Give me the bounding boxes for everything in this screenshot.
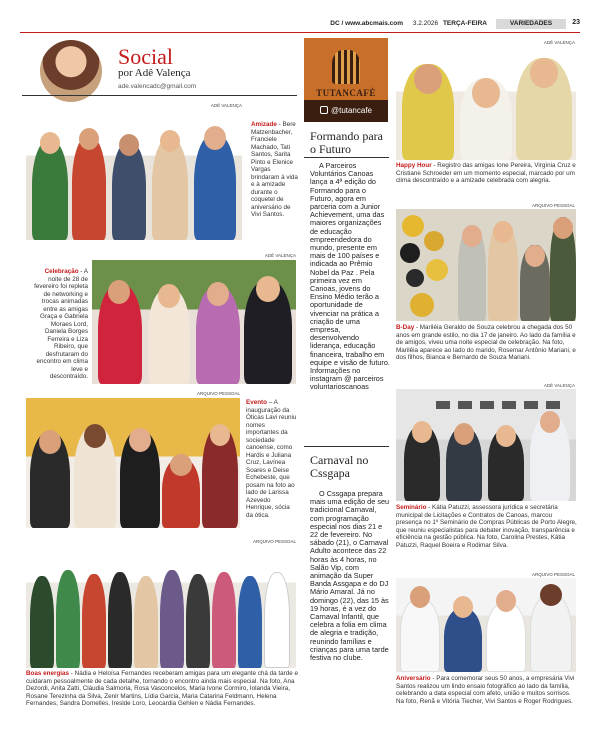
caption-celebracao bbox=[34, 268, 88, 381]
caption-headline: Celebração bbox=[44, 268, 79, 275]
photo-b-day bbox=[396, 209, 576, 321]
caption-headline: Aniversário bbox=[396, 675, 431, 682]
caption-boas-energias bbox=[26, 670, 298, 708]
caption-text: - Bere Matzenbacher, Franciele Machado, Tati Santos, Sarita Pinto e Elenice Vargas brindaram à vida e à amizade durante o coquetel de aniversário de Vivi Santos. bbox=[251, 121, 298, 218]
column-email: ade.valencadc@gmail.com bbox=[118, 83, 197, 90]
caption-headline: Happy Hour bbox=[396, 162, 432, 169]
photo-celebracao bbox=[92, 260, 296, 384]
header-site-date bbox=[330, 20, 487, 27]
caption-text: - Para comemorar seus 50 anos, a empresária Vivi Santos realizou um lindo ensaio fotográfico ao lado da família, celebrando a data especial com afeto, união e muitos sorrisos. Na foto, Renã e Vitória Tiecher, Vivi Santos e Roger Rodrigues. bbox=[396, 675, 575, 705]
header-weekday: TERÇA-FEIRA bbox=[442, 20, 487, 27]
photo-credit: ARQUIVO PESSOAL bbox=[531, 203, 575, 208]
caption-evento bbox=[246, 399, 298, 519]
caption-seminario bbox=[396, 504, 578, 549]
caption-headline: B-Day bbox=[396, 324, 415, 331]
caption-b-day bbox=[396, 324, 578, 362]
instagram-handle bbox=[304, 100, 388, 122]
photo-credit: ADÊ VALENÇA bbox=[264, 253, 296, 258]
caption-text: – A inauguração da Óticas Lavi reuniu nomes importantes da sociedade canoense, como Hardis e Juliana Cruz, Lavínea Soares e Deise Echebeste, que posam na foto ao lado de Larissa Azevedo Henrique, sócia da ótica. bbox=[246, 399, 297, 519]
photo-evento bbox=[26, 398, 240, 528]
caption-headline: Amizade bbox=[251, 121, 277, 128]
photo-boas-energias bbox=[26, 546, 296, 668]
instagram-text: @tutancafe bbox=[330, 106, 373, 115]
section-badge: VARIEDADES bbox=[496, 19, 566, 29]
header-rule bbox=[20, 32, 580, 33]
column-title: Social bbox=[118, 44, 173, 69]
column-head-rule bbox=[22, 95, 297, 96]
article-body-formando: A Parceiros Voluntários Canoas lança a 4ª edição do Formando para o Futuro, agora em parceria com a Junior Achievement, uma das maiores organizações de educação empreendedora do mundo, presente em mais de 100 países e indicada ao Prêmio Nobel da Paz . Pela primeira vez em Canoas, jovens do Ensino Médio terão a oportunidade de vivenciar na prática a criação de uma empresa, desenvolvendo liderança, educação financeira, trabalho em equipe e visão de futuro. Informações no instagram @ parceiros voluntarioscanoas bbox=[310, 161, 390, 392]
caption-text: - A noite de 28 de fevereiro foi repleta de networking e trocas animadas entre as amigas Graça e Gabriela Moraes Lord, Daniela Borges Ferreira e Liza Ribeiro, que desfrutaram do encontro em clima leve e descontraído. bbox=[34, 268, 88, 380]
caption-text: - Nádia e Heloísa Fernandes receberam amigas para um elegante chá da tarde e cuidaram pessoalmente de cada detalhe, tornando o encontro ainda mais especial. Na foto, Ana Dezordi, Anita Zatti, Cláudia Salmoria, Rosa Vasconcelos, Maria Ivone Cormiro, Iolanda Vieira, Rosane Terezinha da Silva, Zenir Martins, Lídia Garcia, Maria Catarina Feldmann, Helena Fernandes, Sandra Dornelles, Ireslde Loro, Leocardia Gehlen e Nádia Fernandes. bbox=[26, 670, 298, 707]
photo-credit: ARQUIVO PESSOAL bbox=[252, 539, 296, 544]
caption-text: - Kátia Patuzzi, assessora jurídica e secretária municipal de Licitações e Contratos de Canoas, marcou presença no 1º Seminário de Compras Públicas de Porto Alegre, que reuniu especialistas para debater inovação, transparência e eficiência na gestão pública. Na foto, Carolina Prestes, Kátia Patuzzi, Raquel Boeira e Rodimar Silva. bbox=[396, 504, 577, 549]
caption-amizade bbox=[251, 121, 299, 219]
caption-aniversario bbox=[396, 675, 578, 705]
article-title-carnaval: Carnaval no Cssgapa bbox=[310, 453, 369, 480]
caption-headline: Boas energias bbox=[26, 670, 70, 677]
photo-amizade bbox=[26, 110, 242, 240]
header-site: DC / www.abcmais.com bbox=[330, 20, 403, 27]
pharaoh-mask-icon bbox=[332, 50, 360, 84]
caption-headline: Evento bbox=[246, 399, 267, 406]
photo-credit: ADÊ VALENÇA bbox=[543, 40, 575, 45]
photo-aniversario bbox=[396, 578, 576, 672]
photo-happy-hour bbox=[396, 46, 576, 160]
article-rule bbox=[304, 157, 389, 158]
page-number: 23 bbox=[572, 19, 580, 26]
caption-happy-hour bbox=[396, 162, 578, 185]
photo-credit: ADÊ VALENÇA bbox=[543, 383, 575, 388]
caption-headline: Seminário bbox=[396, 504, 427, 511]
logo-text: TUTANCAFÉ bbox=[316, 88, 376, 98]
header-date: 3.2.2026 bbox=[412, 20, 439, 27]
photo-seminario bbox=[396, 389, 576, 501]
article-divider bbox=[304, 446, 389, 447]
photo-credit: ADÊ VALENÇA bbox=[210, 103, 242, 108]
page-header bbox=[20, 18, 580, 32]
column-byline: por Adê Valença bbox=[118, 67, 191, 79]
photo-credit: ARQUIVO PESSOAL bbox=[196, 391, 240, 396]
article-body-carnaval: O Cssgapa prepara mais uma edição de seu tradicional Carnaval, com programação especial nos dias 21 e 22 de fevereiro. No sábado (21), o Carnaval Adulto acontece das 22 horas às 4 horas, no Salão Vip, com animação da Super Banda Assgapa e do DJ Mário Amaral. Já no domingo (22), das 15 às 19 horas, é a vez do Carnaval Infantil, que celebra a folia em clima de alegria e tradição, reunindo famílias e crianças para uma tarde festiva no clube. bbox=[310, 489, 390, 663]
caption-text: - Registro das amigas Ione Pereira, Virgínia Cruz e Cristiane Schroeder em um momento especial, marcado por um clima descontraído e a amizade celebrada com alegria. bbox=[396, 162, 576, 184]
columnist-avatar bbox=[40, 40, 102, 102]
article-title-formando: Formando para o Futuro bbox=[310, 129, 383, 156]
caption-text: - Mariléia Geraldo de Souza celebrou a chegada dos 50 anos em grande estilo, no dia 17 de janeiro. Ao lado da família e de amigos, viveu uma noite especial de celebração. Na foto, Marilêia aparece ao lado do marido, Rosemar Antônio Mariani, e dos filhos, Bianca e Bernardo de Souza Mariani. bbox=[396, 324, 576, 361]
photo-credit: ARQUIVO PESSOAL bbox=[531, 572, 575, 577]
instagram-icon bbox=[320, 106, 328, 114]
